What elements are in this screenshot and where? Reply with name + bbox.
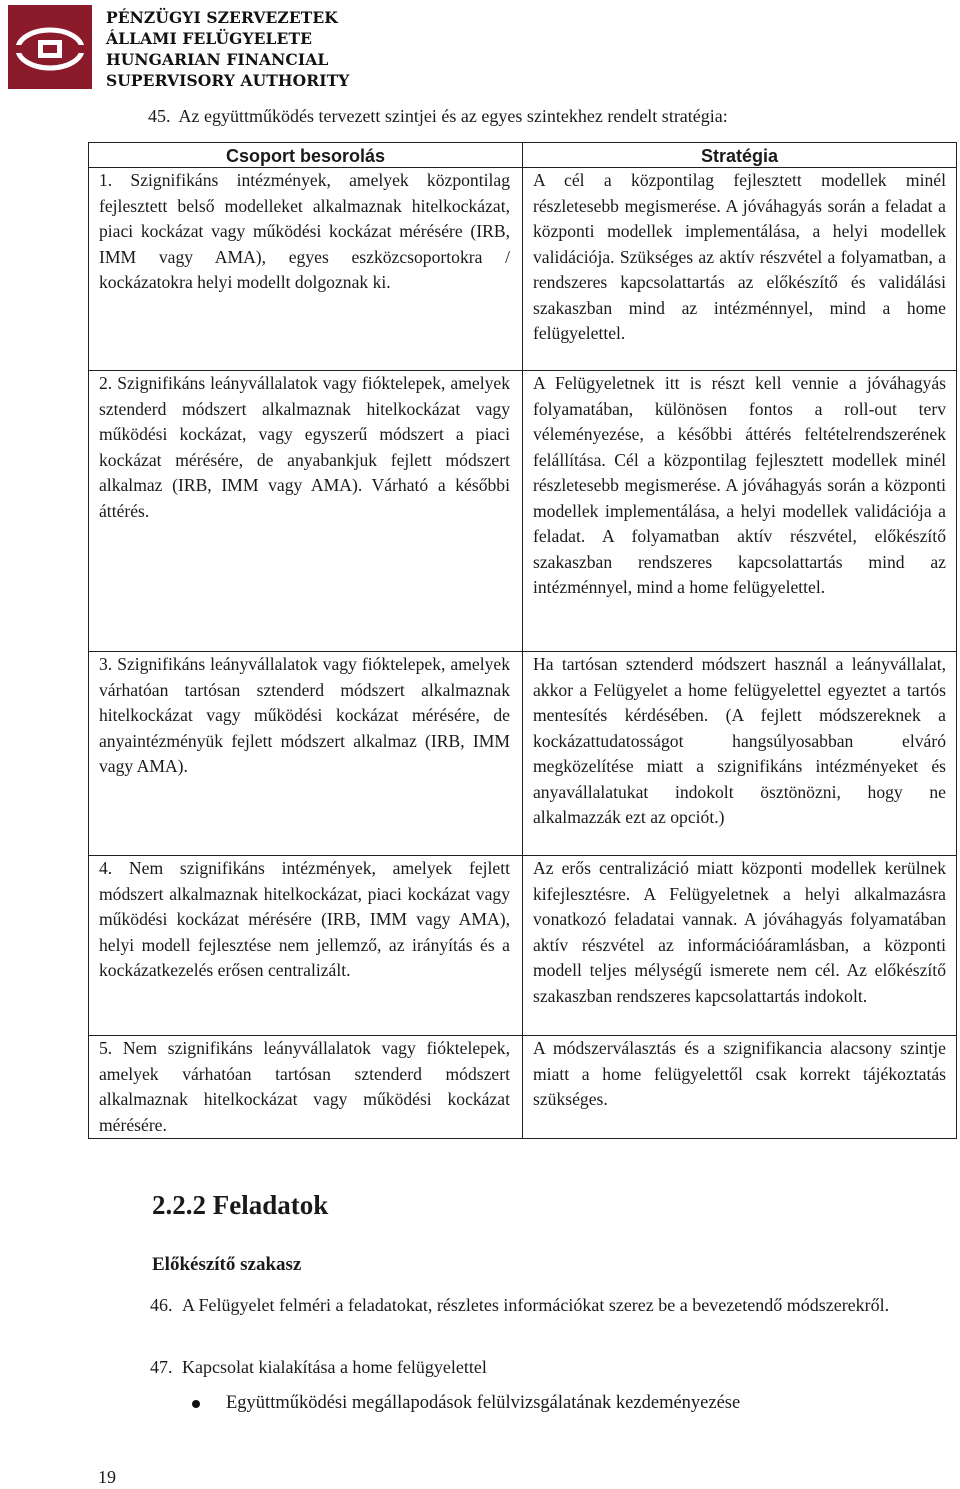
group-cell: 4. Nem szignifikáns intézmények, amelyek fejlett módszert alkalmaznak hitelkockázat, piaci kockázat vagy működési kockázat mérésére (IRB, IMM vagy AMA), helyi modell fejlesztése nem jellemző, az irányítás és a kockázatkezelés erősen centralizált. bbox=[89, 856, 523, 1036]
paragraph-text: Kapcsolat kialakítása a home felügyelettel bbox=[182, 1357, 487, 1377]
strategy-table bbox=[88, 142, 957, 1139]
paragraph-number: 47. bbox=[150, 1357, 173, 1377]
paragraph-number: 46. bbox=[150, 1295, 173, 1315]
organization-name bbox=[106, 7, 349, 91]
page-header bbox=[8, 5, 349, 91]
paragraph-number: 45. bbox=[148, 106, 171, 126]
org-name-line: PÉNZÜGYI SZERVEZETEK bbox=[106, 8, 338, 27]
logo-emblem-icon bbox=[8, 5, 92, 89]
org-name-line: ÁLLAMI FELÜGYELETE bbox=[106, 29, 313, 48]
table-row bbox=[89, 652, 957, 856]
numbered-paragraph bbox=[150, 1292, 952, 1318]
subsection-heading: Előkészítő szakasz bbox=[152, 1254, 302, 1275]
psz-logo-icon bbox=[8, 5, 92, 89]
bullet-item bbox=[192, 1393, 740, 1414]
strategy-cell: A cél a központilag fejlesztett modellek minél részletesebb megismerése. A jóváhagyás során a feladat a központi modellek implementálása, a helyi modellek validációja. Szükséges az aktív részvétel a folyamatban, a rendszeres kapcsolattartás az előkészítő és validálási szakaszban mind az intézménnyel, mind a home felügyelettel. bbox=[523, 168, 957, 371]
table-row bbox=[89, 856, 957, 1036]
page-number: 19 bbox=[98, 1467, 116, 1487]
paragraph-text: A Felügyelet felméri a feladatokat, részletes információkat szerez be a bevezetendő módszerekről. bbox=[182, 1295, 890, 1315]
group-cell: 2. Szignifikáns leányvállalatok vagy fióktelepek, amelyek sztenderd módszert alkalmaznak hitelkockázat vagy működési kockázat, vagy egyszerű módszert a piaci kockázat mérésére, de anyabankjuk fejlett módszert alkalmaz (IRB, IMM vagy AMA). Várható a későbbi áttérés. bbox=[89, 371, 523, 652]
bullet-dot-icon bbox=[192, 1400, 200, 1408]
group-cell: 3. Szignifikáns leányvállalatok vagy fióktelepek, amelyek várhatóan tartósan sztenderd módszert alkalmaznak hitelkockázat vagy működési kockázat mérésére, de anyaintézményük fejlett módszert alkalmaz (IRB, IMM vagy AMA). bbox=[89, 652, 523, 856]
paragraph-text: Az együttműködés tervezett szintjei és az egyes szintekhez rendelt stratégia: bbox=[178, 106, 728, 126]
intro-paragraph bbox=[148, 106, 728, 127]
table-row bbox=[89, 168, 957, 371]
group-cell: 5. Nem szignifikáns leányvállalatok vagy fióktelepek, amelyek várhatóan tartósan sztenderd módszert alkalmaznak hitelkockázat vagy működési kockázat mérésére. bbox=[89, 1036, 523, 1139]
column-header-group: Csoport besorolás bbox=[89, 143, 523, 168]
bullet-text: Együttműködési megállapodások felülvizsgálatának kezdeményezése bbox=[226, 1393, 741, 1413]
numbered-paragraph bbox=[150, 1354, 952, 1380]
table-row bbox=[89, 371, 957, 652]
strategy-cell: A módszerválasztás és a szignifikancia alacsony szintje miatt a home felügyelettől csak korrekt tájékoztatás szükséges. bbox=[523, 1036, 957, 1139]
section-heading: 2.2.2 Feladatok bbox=[152, 1190, 329, 1220]
group-cell: 1. Szignifikáns intézmények, amelyek központilag fejlesztett belső modelleket alkalmaznak hitelkockázat, piaci kockázat vagy működési kockázat mérésére (IRB, IMM vagy AMA), egyes eszközcsoportokra / kockázatokra helyi modellt dolgoznak ki. bbox=[89, 168, 523, 371]
strategy-cell: Ha tartósan sztenderd módszert használ a leányvállalat, akkor a Felügyelet a home felügyelettel egyeztet a tartós mentesítés kérdésében. (A fejlett módszereknek a kockázattudatosságot hangsúlyosabban elváró megközelítése miatt a szignifikáns intézményeket és anyavállalatukat indokolt ösztönözni, hogy ne alkalmazzák ezt az opciót.) bbox=[523, 652, 957, 856]
table-row bbox=[89, 1036, 957, 1139]
org-name-line: HUNGARIAN FINANCIAL bbox=[106, 50, 329, 69]
strategy-cell: A Felügyeletnek itt is részt kell vennie a jóváhagyás folyamatában, különösen fontos a roll-out terv véleményezése, a későbbi áttérés feltételrendszerének felállítása. Cél a központilag fejlesztett modellek minél részletesebb megismerése. A jóváhagyás során a központi modellek implementálása, a helyi modellek validációja a feladat. A folyamatban aktív részvétel, előkészítő szakaszban rendszeres kapcsolattartás mind az intézménnyel, mind a home felügyelettel. bbox=[523, 371, 957, 652]
table-header-row bbox=[89, 143, 957, 168]
column-header-strategy: Stratégia bbox=[523, 143, 957, 168]
org-name-line: SUPERVISORY AUTHORITY bbox=[106, 71, 350, 90]
strategy-cell: Az erős centralizáció miatt központi modellek kerülnek kifejlesztésre. A Felügyeletnek a helyi alkalmazásra vonatkozó feladatai vannak. A jóváhagyás folyamatában aktív részvétel az információáramlásban, a központi modell teljes mélységű ismerete nem cél. Az előkészítő szakaszban rendszeres kapcsolattartás indokolt. bbox=[523, 856, 957, 1036]
